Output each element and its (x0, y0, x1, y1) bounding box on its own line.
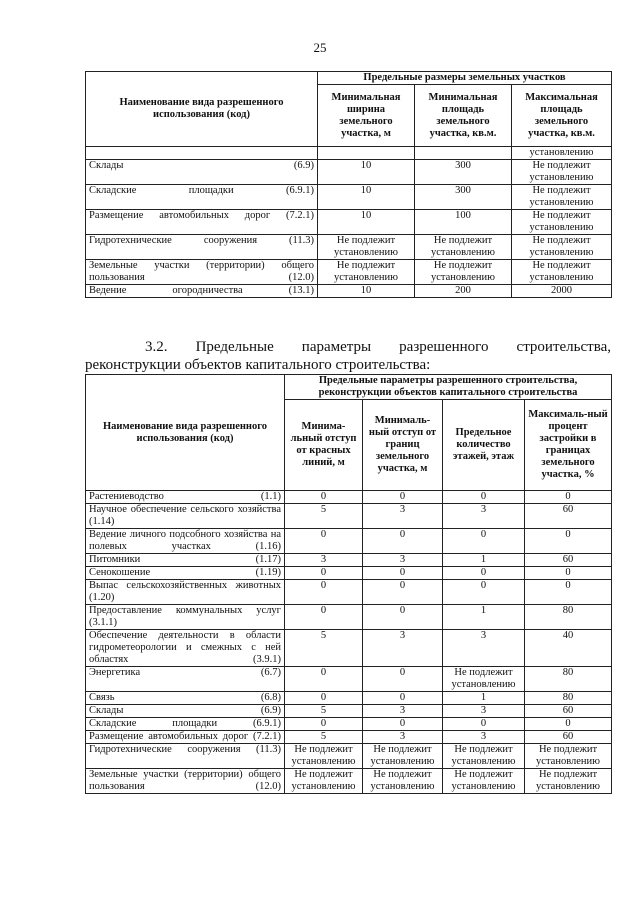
row-value: 3 (443, 504, 525, 529)
row-value: 3 (363, 504, 443, 529)
table-row (86, 554, 612, 567)
row-value: 0 (525, 529, 612, 554)
row-value: Не подлежит установлению (512, 160, 612, 185)
carry-over-text: установлению (512, 147, 612, 160)
row-value: 3 (443, 630, 525, 667)
table-row (86, 567, 612, 580)
row-name: Склады (6.9) (86, 160, 318, 185)
row-value: 80 (525, 667, 612, 692)
t2-header-name: Наименование вида разрешенного использования (код) (86, 375, 285, 491)
row-value: Не подлежит установлению (443, 667, 525, 692)
row-value: 1 (443, 692, 525, 705)
row-value: 1 (443, 605, 525, 630)
row-value: 0 (363, 491, 443, 504)
table-row (86, 147, 612, 160)
row-name: Энергетика (6.7) (86, 667, 285, 692)
table-row (86, 235, 612, 260)
row-name: Научное обеспечение сельского хозяйства (1.14) (86, 504, 285, 529)
row-value: 80 (525, 692, 612, 705)
row-value: Не подлежит установлению (363, 744, 443, 769)
table-row (86, 692, 612, 705)
row-value: 3 (443, 731, 525, 744)
table-row (86, 731, 612, 744)
row-value: 5 (285, 630, 363, 667)
construction-parameters-table (85, 374, 612, 794)
row-value: Не подлежит установлению (363, 769, 443, 794)
row-value: Не подлежит установлению (525, 769, 612, 794)
row-value: 3 (363, 705, 443, 718)
row-value: 10 (318, 285, 415, 298)
t2-header-col: Минималь-ный отступ от границ земельного участка, м (363, 400, 443, 491)
row-name: Гидротехнические сооружения (11.3) (86, 744, 285, 769)
t1-header-group: Предельные размеры земельных участков (318, 72, 612, 85)
section-heading (85, 338, 611, 374)
table-row (86, 667, 612, 692)
section-number: 3.2. (145, 339, 168, 355)
row-name: Склады (6.9) (86, 705, 285, 718)
row-name: Связь (6.8) (86, 692, 285, 705)
table-row (86, 285, 612, 298)
section-word: разрешенного (399, 339, 489, 355)
row-value: 0 (285, 580, 363, 605)
row-value: 5 (285, 705, 363, 718)
t1-header-col: Максимальная площадь земельного участка, кв.м. (512, 85, 612, 147)
row-value: Не подлежит установлению (525, 744, 612, 769)
table-row (86, 718, 612, 731)
t1-header-name: Наименование вида разрешенного использования (код) (86, 72, 318, 147)
row-value: 0 (285, 718, 363, 731)
table-row (86, 504, 612, 529)
t2-header-col: Минима-льный отступ от красных линий, м (285, 400, 363, 491)
row-name: Питомники (1.17) (86, 554, 285, 567)
row-value: Не подлежит установлению (318, 235, 415, 260)
row-value: 0 (443, 567, 525, 580)
row-name: Ведение личного подсобного хозяйства на полевых участках (1.16) (86, 529, 285, 554)
row-name: Размещение автомобильных дорог (7.2.1) (86, 731, 285, 744)
row-value: 10 (318, 210, 415, 235)
page-number: 25 (313, 40, 327, 55)
table-row (86, 630, 612, 667)
t2-header-col: Максималь-ный процент застройки в границах земельного участка, % (525, 400, 612, 491)
row-value: 3 (363, 554, 443, 567)
row-value: 0 (363, 718, 443, 731)
row-value: 200 (415, 285, 512, 298)
table-row (86, 491, 612, 504)
row-value: 0 (443, 529, 525, 554)
row-value: Не подлежит установлению (415, 235, 512, 260)
row-value: Не подлежит установлению (512, 260, 612, 285)
row-value: 0 (363, 605, 443, 630)
row-value: 100 (415, 210, 512, 235)
row-name: Обеспечение деятельности в области гидрометеорологии и смежных с ней областях (3.9.1) (86, 630, 285, 667)
row-value: 2000 (512, 285, 612, 298)
row-value: 80 (525, 605, 612, 630)
table-row (86, 210, 612, 235)
row-value: Не подлежит установлению (512, 210, 612, 235)
row-value: 0 (525, 567, 612, 580)
row-name: Растениеводство (1.1) (86, 491, 285, 504)
table-row (86, 605, 612, 630)
row-name: Предоставление коммунальных услуг (3.1.1) (86, 605, 285, 630)
row-name: Складские площадки (6.9.1) (86, 718, 285, 731)
row-value: 0 (443, 718, 525, 731)
row-value: 0 (525, 491, 612, 504)
row-value: 1 (443, 554, 525, 567)
t2-header-col: Предельное количество этажей, этаж (443, 400, 525, 491)
row-value: 5 (285, 731, 363, 744)
table-row (86, 744, 612, 769)
row-value: 300 (415, 185, 512, 210)
row-value: 3 (363, 731, 443, 744)
row-name: Сенокошение (1.19) (86, 567, 285, 580)
row-value: 0 (363, 580, 443, 605)
row-value: Не подлежит установлению (285, 744, 363, 769)
t1-header-col: Минимальная ширина земельного участка, м (318, 85, 415, 147)
table-row (86, 160, 612, 185)
row-value: 10 (318, 185, 415, 210)
row-name: Ведение огородничества (13.1) (86, 285, 318, 298)
row-name: Выпас сельскохозяйственных животных (1.20) (86, 580, 285, 605)
table-row (86, 769, 612, 794)
row-value: Не подлежит установлению (285, 769, 363, 794)
row-name: Складские площадки (6.9.1) (86, 185, 318, 210)
section-word: Предельные (195, 339, 274, 355)
row-value: Не подлежит установлению (443, 769, 525, 794)
table-row (86, 185, 612, 210)
row-value: 3 (363, 630, 443, 667)
table-row (86, 529, 612, 554)
row-value: 5 (285, 504, 363, 529)
row-value: 0 (285, 667, 363, 692)
row-value: 60 (525, 705, 612, 718)
row-value: Не подлежит установлению (512, 185, 612, 210)
row-name: Размещение автомобильных дорог (7.2.1) (86, 210, 318, 235)
row-value: 0 (285, 692, 363, 705)
row-value: 0 (363, 567, 443, 580)
row-value: 300 (415, 160, 512, 185)
section-line-2: реконструкции объектов капитального строительства: (85, 357, 431, 373)
row-value: 0 (363, 667, 443, 692)
row-value: 60 (525, 554, 612, 567)
row-value: 3 (443, 705, 525, 718)
row-value: 0 (443, 580, 525, 605)
row-value: 0 (363, 692, 443, 705)
row-value: Не подлежит установлению (318, 260, 415, 285)
table-row (86, 580, 612, 605)
row-name: Земельные участки (территории) общего пользования (12.0) (86, 769, 285, 794)
section-word: строительства, (516, 339, 611, 355)
row-value: Не подлежит установлению (512, 235, 612, 260)
section-word: параметры (301, 339, 372, 355)
row-value: 0 (525, 718, 612, 731)
t1-header-col: Минимальная площадь земельного участка, кв.м. (415, 85, 512, 147)
row-value: 0 (443, 491, 525, 504)
row-value: 0 (285, 605, 363, 630)
row-value: 0 (285, 529, 363, 554)
row-value: 60 (525, 731, 612, 744)
row-value: 60 (525, 504, 612, 529)
row-value: 0 (285, 491, 363, 504)
row-value: 3 (285, 554, 363, 567)
row-value: Не подлежит установлению (415, 260, 512, 285)
row-name: Гидротехнические сооружения (11.3) (86, 235, 318, 260)
t2-header-group: Предельные параметры разрешенного строительства, реконструкции объектов капитального строительства (285, 375, 612, 400)
table-row (86, 260, 612, 285)
row-value: Не подлежит установлению (443, 744, 525, 769)
row-value: 0 (525, 580, 612, 605)
row-value: 0 (285, 567, 363, 580)
table-row (86, 705, 612, 718)
row-value: 40 (525, 630, 612, 667)
land-plot-size-table (85, 71, 612, 298)
row-value: 0 (363, 529, 443, 554)
row-name: Земельные участки (территории) общего пользования (12.0) (86, 260, 318, 285)
row-value: 10 (318, 160, 415, 185)
